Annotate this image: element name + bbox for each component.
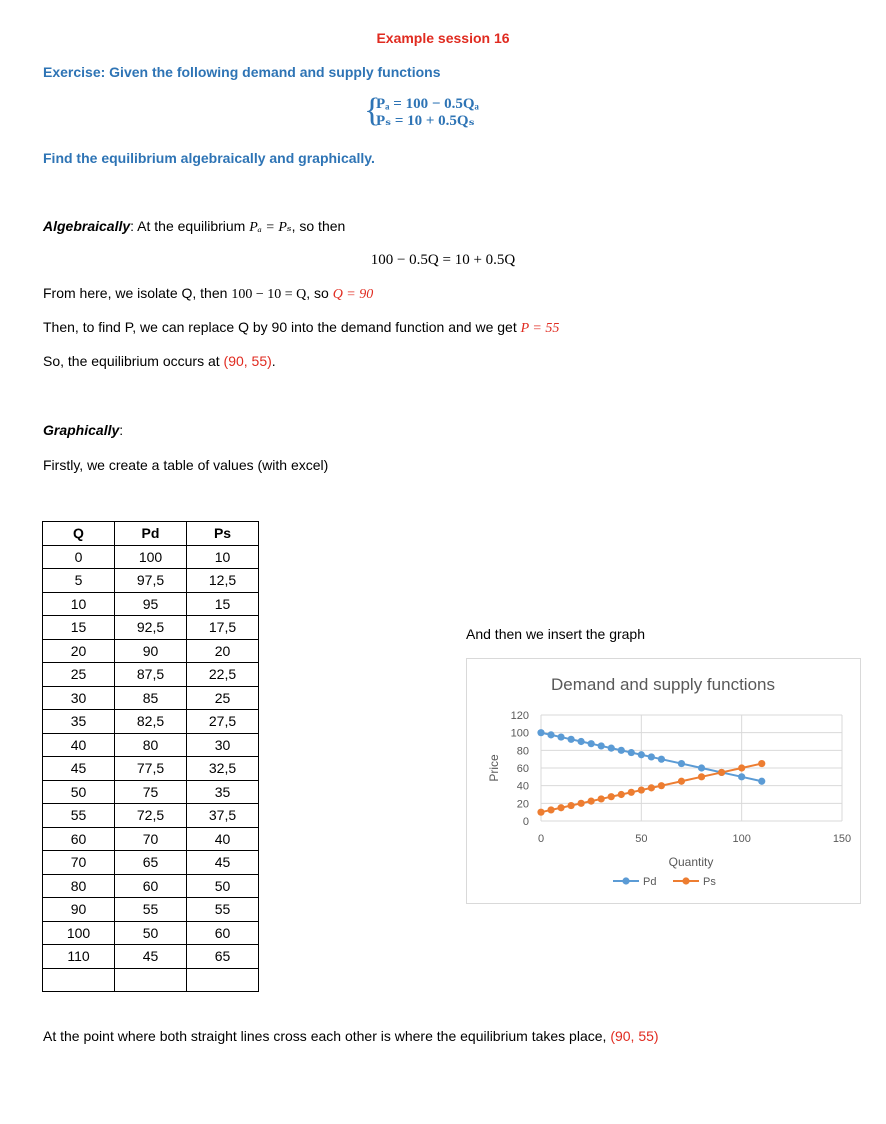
data-point-pd bbox=[738, 773, 745, 780]
table-row bbox=[43, 569, 259, 593]
data-point-pd bbox=[588, 740, 595, 747]
table-cell: 25 bbox=[43, 663, 115, 687]
data-point-pd bbox=[698, 764, 705, 771]
isolate-line bbox=[43, 285, 373, 303]
isolate-math: 100 − 10 = Q bbox=[231, 287, 307, 302]
table-cell: 50 bbox=[115, 921, 187, 945]
data-point-pd bbox=[568, 736, 575, 743]
y-tick-label: 120 bbox=[510, 710, 529, 722]
table-row bbox=[43, 710, 259, 734]
table-cell: 30 bbox=[187, 733, 259, 757]
x-tick-label: 100 bbox=[732, 833, 751, 845]
isolate-text: From here, we isolate Q, then bbox=[43, 285, 232, 301]
table-cell: 55 bbox=[115, 898, 187, 922]
data-point-ps bbox=[758, 760, 765, 767]
table-cell: 27,5 bbox=[187, 710, 259, 734]
table-cell: 55 bbox=[43, 804, 115, 828]
table-row bbox=[43, 780, 259, 804]
chart-container bbox=[466, 658, 861, 904]
table-cell bbox=[115, 968, 187, 992]
table-cell: 45 bbox=[115, 945, 187, 969]
table-row bbox=[43, 545, 259, 569]
table-row bbox=[43, 874, 259, 898]
data-point-pd bbox=[557, 733, 564, 740]
data-point-pd bbox=[678, 760, 685, 767]
data-point-ps bbox=[738, 764, 745, 771]
table-cell: 95 bbox=[115, 592, 187, 616]
table-row bbox=[43, 733, 259, 757]
table-cell: 50 bbox=[187, 874, 259, 898]
x-tick-label: 50 bbox=[635, 833, 648, 845]
data-point-ps bbox=[658, 782, 665, 789]
conclusion-line bbox=[43, 353, 276, 369]
y-tick-label: 100 bbox=[510, 727, 529, 740]
table-cell: 32,5 bbox=[187, 757, 259, 781]
legend-marker-ps bbox=[682, 877, 689, 884]
table-cell: 110 bbox=[43, 945, 115, 969]
algebraic-intro bbox=[43, 218, 345, 236]
data-point-ps bbox=[578, 800, 585, 807]
conclusion-period: . bbox=[271, 353, 276, 369]
task-heading: Find the equilibrium algebraically and graphically. bbox=[43, 150, 375, 166]
algebraic-intro-text: : At the equilibrium bbox=[130, 218, 250, 234]
data-point-ps bbox=[588, 798, 595, 805]
final-equilibrium-point: (90, 55) bbox=[610, 1028, 659, 1044]
equilibrium-condition: Pₐ = Pₛ bbox=[249, 220, 292, 235]
table-cell: 25 bbox=[187, 686, 259, 710]
table-cell: 80 bbox=[43, 874, 115, 898]
table-cell: 100 bbox=[43, 921, 115, 945]
graphical-intro: Firstly, we create a table of values (with excel) bbox=[43, 457, 329, 473]
insert-graph-text: And then we insert the graph bbox=[466, 626, 646, 642]
data-point-pd bbox=[758, 778, 765, 785]
table-cell: 97,5 bbox=[115, 569, 187, 593]
y-axis-label: Price bbox=[487, 754, 501, 782]
graphical-colon: : bbox=[119, 422, 124, 438]
table-cell: 100 bbox=[115, 545, 187, 569]
algebraic-intro-end: , so then bbox=[291, 218, 346, 234]
table-cell: 90 bbox=[43, 898, 115, 922]
data-point-ps bbox=[568, 802, 575, 809]
table-cell: 17,5 bbox=[187, 616, 259, 640]
table-cell: 35 bbox=[187, 780, 259, 804]
table-row bbox=[43, 686, 259, 710]
data-point-ps bbox=[598, 795, 605, 802]
table-row bbox=[43, 592, 259, 616]
table-cell bbox=[43, 968, 115, 992]
table-header-cell: Ps bbox=[187, 522, 259, 546]
final-line bbox=[43, 1028, 659, 1044]
legend-marker-pd bbox=[622, 877, 629, 884]
table-cell: 77,5 bbox=[115, 757, 187, 781]
table-cell: 20 bbox=[43, 639, 115, 663]
table-row bbox=[43, 616, 259, 640]
table-cell: 12,5 bbox=[187, 569, 259, 593]
table-cell: 85 bbox=[115, 686, 187, 710]
table-cell: 75 bbox=[115, 780, 187, 804]
table-cell: 45 bbox=[43, 757, 115, 781]
table-row bbox=[43, 898, 259, 922]
data-point-ps bbox=[648, 784, 655, 791]
table-header-row bbox=[43, 522, 259, 546]
table-cell: 72,5 bbox=[115, 804, 187, 828]
y-tick-label: 80 bbox=[516, 745, 529, 758]
demand-supply-chart bbox=[467, 659, 860, 903]
data-point-ps bbox=[608, 793, 615, 800]
brace-symbol: { bbox=[364, 92, 381, 129]
table-cell: 30 bbox=[43, 686, 115, 710]
table-cell: 55 bbox=[187, 898, 259, 922]
table-cell: 10 bbox=[187, 545, 259, 569]
table-cell: 80 bbox=[115, 733, 187, 757]
table-header-cell: Q bbox=[43, 522, 115, 546]
table-row bbox=[43, 804, 259, 828]
table-row bbox=[43, 827, 259, 851]
table-row bbox=[43, 921, 259, 945]
data-point-pd bbox=[608, 745, 615, 752]
table-cell: 65 bbox=[115, 851, 187, 875]
table-cell: 70 bbox=[43, 851, 115, 875]
table-cell: 87,5 bbox=[115, 663, 187, 687]
algebraic-label: Algebraically bbox=[43, 218, 131, 234]
demand-equation: Pₐ = 100 − 0.5Qₐ bbox=[376, 96, 479, 112]
table-row bbox=[43, 851, 259, 875]
y-tick-label: 20 bbox=[516, 798, 529, 811]
data-point-ps bbox=[698, 773, 705, 780]
table-cell: 60 bbox=[115, 874, 187, 898]
table-cell bbox=[187, 968, 259, 992]
equilibrium-point: (90, 55) bbox=[223, 353, 272, 369]
data-point-ps bbox=[547, 806, 554, 813]
table-cell: 60 bbox=[43, 827, 115, 851]
data-point-ps bbox=[537, 809, 544, 816]
table-row bbox=[43, 663, 259, 687]
table-cell: 22,5 bbox=[187, 663, 259, 687]
table-cell: 40 bbox=[43, 733, 115, 757]
page-title: Example session 16 bbox=[376, 30, 510, 46]
data-point-ps bbox=[628, 789, 635, 796]
find-p-text: Then, to find P, we can replace Q by 90 into the demand function and we get bbox=[43, 319, 521, 335]
data-point-pd bbox=[648, 753, 655, 760]
q-result: Q = 90 bbox=[332, 287, 374, 302]
y-tick-label: 40 bbox=[516, 780, 529, 793]
table-cell: 20 bbox=[187, 639, 259, 663]
final-text: At the point where both straight lines cross each other is where the equilibrium takes place, bbox=[43, 1028, 611, 1044]
data-point-pd bbox=[638, 751, 645, 758]
data-point-ps bbox=[638, 786, 645, 793]
table-cell: 35 bbox=[43, 710, 115, 734]
table-cell: 45 bbox=[187, 851, 259, 875]
data-point-ps bbox=[557, 804, 564, 811]
y-tick-label: 0 bbox=[522, 816, 529, 828]
table-cell: 92,5 bbox=[115, 616, 187, 640]
legend-label-pd: Pd bbox=[643, 876, 657, 888]
data-point-pd bbox=[547, 731, 554, 738]
table-cell: 15 bbox=[187, 592, 259, 616]
table-cell: 37,5 bbox=[187, 804, 259, 828]
p-result: P = 55 bbox=[520, 321, 560, 336]
table-row bbox=[43, 945, 259, 969]
data-point-pd bbox=[618, 747, 625, 754]
exercise-heading: Exercise: Given the following demand and supply functions bbox=[43, 64, 441, 80]
x-tick-label: 0 bbox=[537, 833, 545, 845]
legend-label-ps: Ps bbox=[703, 876, 716, 888]
equilibrium-equation: 100 − 0.5Q = 10 + 0.5Q bbox=[370, 252, 516, 268]
x-axis-label: Quantity bbox=[668, 855, 714, 869]
table-row bbox=[43, 968, 259, 992]
values-table bbox=[42, 521, 259, 992]
table-cell: 50 bbox=[43, 780, 115, 804]
table-cell: 70 bbox=[115, 827, 187, 851]
data-point-pd bbox=[537, 729, 544, 736]
data-point-ps bbox=[678, 778, 685, 785]
data-point-ps bbox=[718, 769, 725, 776]
table-cell: 90 bbox=[115, 639, 187, 663]
graphical-heading bbox=[43, 422, 123, 438]
table-cell: 60 bbox=[187, 921, 259, 945]
table-row bbox=[43, 757, 259, 781]
table-cell: 82,5 bbox=[115, 710, 187, 734]
table-cell: 0 bbox=[43, 545, 115, 569]
x-tick-label: 150 bbox=[832, 833, 852, 845]
data-point-pd bbox=[628, 749, 635, 756]
y-tick-label: 60 bbox=[516, 763, 529, 775]
table-header-cell: Pd bbox=[115, 522, 187, 546]
table-cell: 5 bbox=[43, 569, 115, 593]
table-cell: 40 bbox=[187, 827, 259, 851]
table-cell: 65 bbox=[187, 945, 259, 969]
chart-title: Demand and supply functions bbox=[551, 675, 775, 694]
table-cell: 15 bbox=[43, 616, 115, 640]
table-cell: 10 bbox=[43, 592, 115, 616]
conclusion-text: So, the equilibrium occurs at bbox=[43, 353, 224, 369]
data-point-pd bbox=[598, 742, 605, 749]
supply-equation: Pₛ = 10 + 0.5Qₛ bbox=[376, 113, 475, 129]
data-point-ps bbox=[618, 791, 625, 798]
table-row bbox=[43, 639, 259, 663]
find-p-line bbox=[43, 319, 559, 337]
data-point-pd bbox=[578, 738, 585, 745]
graphical-label: Graphically bbox=[43, 422, 120, 438]
data-point-pd bbox=[658, 756, 665, 763]
isolate-so: , so bbox=[306, 285, 333, 301]
